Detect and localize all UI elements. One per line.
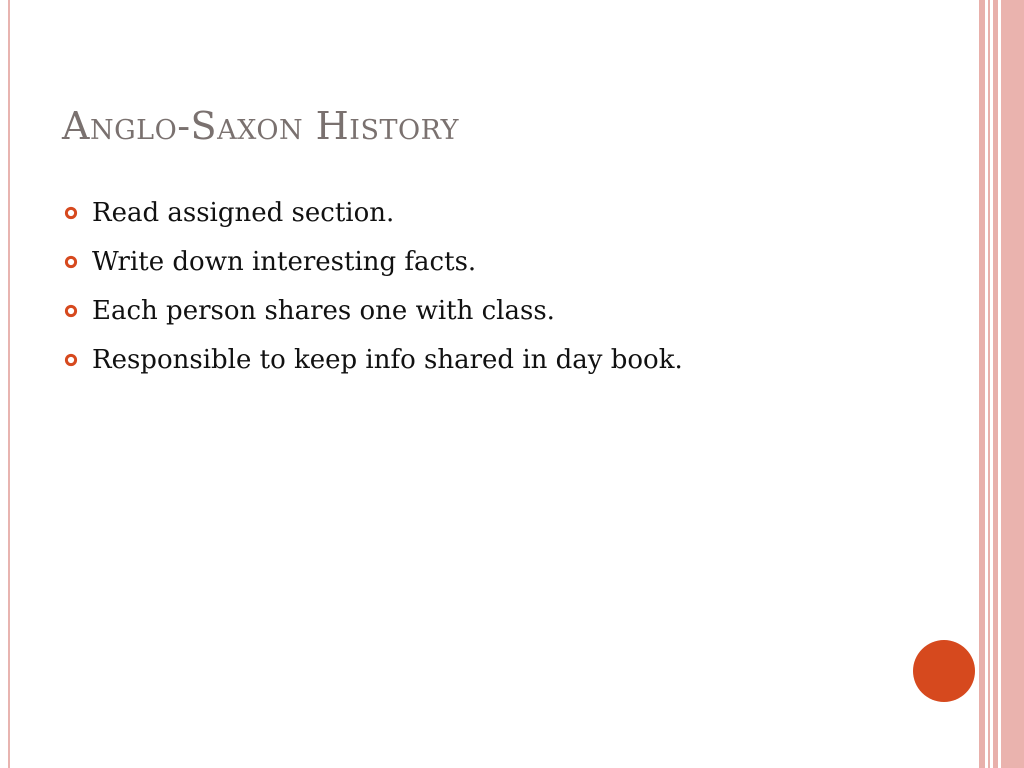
right-stripe <box>993 0 998 768</box>
left-border-line <box>8 0 10 768</box>
slide-title: Anglo-Saxon History <box>62 104 459 148</box>
ring-bullet-icon <box>64 255 78 269</box>
bullet-list <box>64 188 683 384</box>
list-item <box>64 335 683 384</box>
list-item <box>64 286 683 335</box>
ring-bullet-icon <box>64 304 78 318</box>
right-stripe <box>1001 0 1024 768</box>
bullet-text: Responsible to keep info shared in day book. <box>92 344 683 375</box>
right-stripe <box>988 0 990 768</box>
decorative-orange-circle <box>913 640 975 702</box>
list-item <box>64 188 683 237</box>
bullet-text: Write down interesting facts. <box>92 246 477 277</box>
ring-bullet-icon <box>64 206 78 220</box>
ring-bullet-icon <box>64 353 78 367</box>
list-item <box>64 237 683 286</box>
right-stripe <box>979 0 985 768</box>
bullet-text: Each person shares one with class. <box>92 295 555 326</box>
bullet-text: Read assigned section. <box>92 197 395 228</box>
